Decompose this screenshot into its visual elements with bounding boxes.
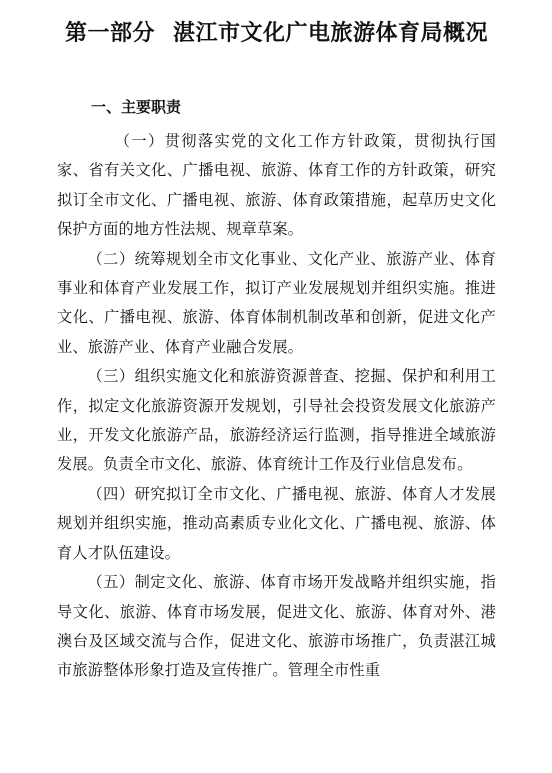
page-title [57,18,496,50]
title-part: 第一部分 [64,21,155,46]
paragraph-4: （四）研究拟订全市文化、广播电视、旅游、体育人才发展规划并组织实施，推动高素质专业化文化、广播电视、旅游、体育人才队伍建设。 [57,484,496,562]
paragraph-1: （一）贯彻落实党的文化工作方针政策，贯彻执行国家、省有关文化、广播电视、旅游、体育工作的方针政策，研究拟订全市文化、广播电视、旅游、体育政策措施，起草历史文化保护方面的地方性法规、规章草案。 [57,132,496,239]
title-main: 湛江市文化广电旅游体育局概况 [173,21,489,46]
paragraph-2: （二）统筹规划全市文化事业、文化产业、旅游产业、体育事业和体育产业发展工作，拟订产业发展规划并组织实施。推进文化、广播电视、旅游、体育体制机制改革和创新，促进文化产业、旅游产业、体育产业融合发展。 [57,249,496,356]
paragraph-5: （五）制定文化、旅游、体育市场开发战略并组织实施，指导文化、旅游、体育市场发展，促进文化、旅游、体育对外、港澳台及区域交流与合作，促进文化、旅游市场推广，负责湛江城市旅游整体形象打造及宣传推广。管理全市性重 [57,573,496,680]
paragraph-3: （三）组织实施文化和旅游资源普查、挖掘、保护和利用工作，拟定文化旅游资源开发规划，引导社会投资发展文化旅游产业，开发文化旅游产品，旅游经济运行监测，指导推进全域旅游发展。负责全市文化、旅游、体育统计工作及行业信息发布。 [57,367,496,474]
section-heading: 一、主要职责 [91,98,182,116]
